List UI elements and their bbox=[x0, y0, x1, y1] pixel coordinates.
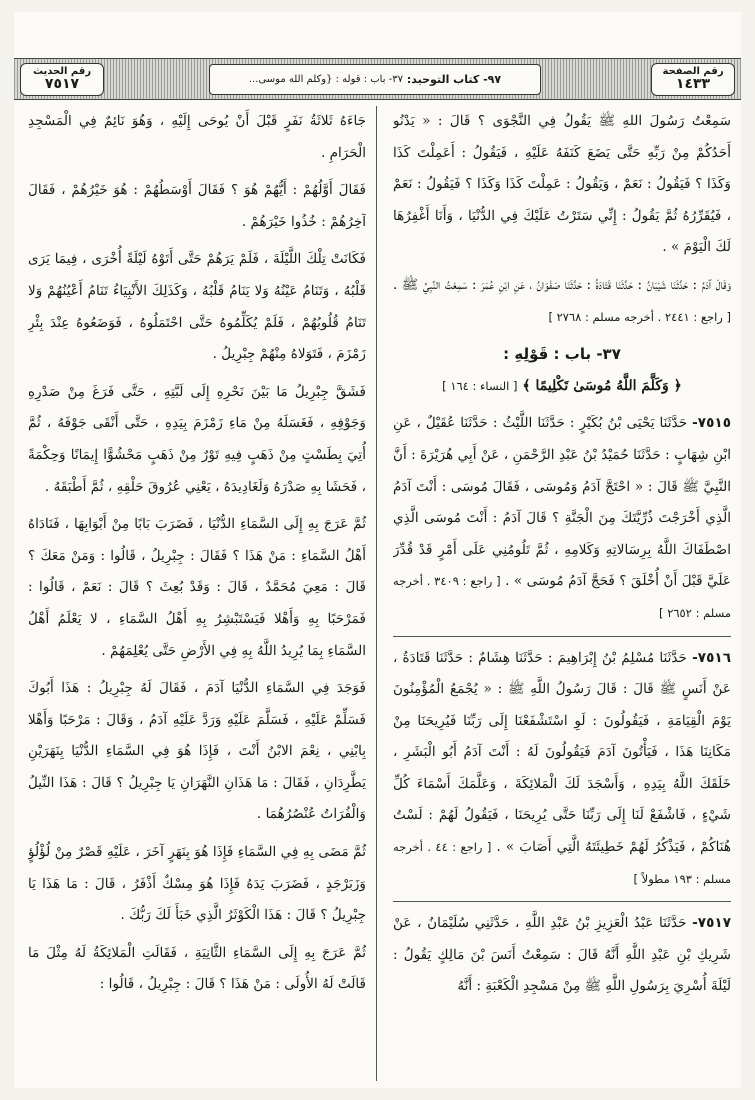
left-column bbox=[28, 106, 366, 1081]
page-number-label: رقم الصفحة bbox=[662, 66, 724, 78]
divider bbox=[393, 636, 731, 637]
hadith-7517 bbox=[393, 908, 731, 1003]
page-number: ١٤٣٣ bbox=[675, 76, 711, 93]
narration-text: وَقَالَ آدَمُ : حَدَّثَنَا شَيْبَانُ : حَدَّثَنَا قَتَادَةُ : حَدَّثَنَا صَفْوَانُ ، عَنِ ابْنِ عُمَرَ : سَمِعْتُ النَّبِيَّ ﷺ . bbox=[393, 276, 731, 293]
hadith-number: ٧٥١٧- bbox=[692, 915, 731, 932]
paragraph: ثُمَّ عَرَجَ بِهِ إِلَى السَّمَاءِ الدُّنْيَا ، فَضَرَبَ بَابًا مِنْ أَبْوَابِهَا ، فَنَادَاهُ أَهْلُ السَّمَاءِ : مَنْ هَذَا ؟ فَقَالَ : جِبْرِيلُ ، قَالُوا : وَمَنْ مَعَكَ ؟ قَالَ : مَعِيَ مُحَمَّدٌ ، قَالَ : وَقَدْ بُعِثَ ؟ قَالَ : نَعَمْ ، قَالُوا : فَمَرْحَبًا بِهِ وَأَهْلا فَيَسْتَبْشِرُ بِهِ أَهْلُ السَّمَاءِ ، لا يَعْلَمُ أَهْلُ السَّمَاءِ بِمَا يُرِيدُ اللَّهُ بِهِ فِي الأَرْضِ حَتَّى يُعْلِمَهُمْ . bbox=[28, 516, 366, 659]
running-title bbox=[209, 64, 541, 95]
paragraph: ثُمَّ مَضَى بِهِ فِي السَّمَاءِ فَإِذَا هُوَ بِنَهَرٍ آخَرَ ، عَلَيْهِ قَصْرٌ مِنْ لُؤْلُؤٍ وَزَبَرْجَدٍ ، فَضَرَبَ يَدَهُ فَإِذَا هُوَ مِسْكٌ أَذْفَرُ ، قَالَ : مَا هَذَا يَا جِبْرِيلُ ؟ قَالَ : هَذَا الْكَوْثَرُ الَّذِي خَبَأَ لَكَ رَبُّكَ . bbox=[28, 844, 366, 924]
page-header bbox=[14, 58, 741, 100]
chapter-reference: ٣٧- باب : قوله : {وكلم الله موسى... bbox=[248, 74, 404, 85]
hadith-text: حَدَّثَنَا يَحْيَى بْنُ بُكَيْرٍ : حَدَّثَنَا اللَّيْثُ : حَدَّثَنَا عُقَيْلٌ ، عَنِ ابْنِ شِهَابٍ : حَدَّثَنَا حُمَيْدُ بْنُ عَبْدِ الرَّحْمَنِ ، عَنْ أَبِي هُرَيْرَةَ : أَنَّ النَّبِيَّ ﷺ قَالَ : « احْتَجَّ آدَمُ وَمُوسَى ، فَقَالَ مُوسَى : أَنْتَ آدَمُ الَّذِي أَخْرَجْتَ ذُرِّيَّتَكَ مِنَ الْجَنَّةِ ؟ قَالَ آدَمُ : أَنْتَ مُوسَى الَّذِي اصْطَفَاكَ اللَّهُ بِرِسَالاتِهِ وَكَلامِهِ ، ثُمَّ تَلُومُنِي عَلَى أَمْرٍ قَدْ قُدِّرَ عَلَيَّ قَبْلَ أَنْ أُخْلَقَ ؟ فَحَجَّ آدَمُ مُوسَى » . bbox=[393, 415, 731, 590]
hadith-number: ٧٥١٦- bbox=[692, 649, 731, 666]
paragraph: فَكَانَتْ تِلْكَ اللَّيْلَةَ ، فَلَمْ يَرَهُمْ حَتَّى أَتَوْهُ لَيْلَةً أُخْرَى ، فِيمَا يَرَى قَلْبُهُ ، وَتَنَامُ عَيْنُهُ وَلا يَنَامُ قَلْبُهُ ، وَكَذَلِكَ الأَنْبِيَاءُ تَنَامُ أَعْيُنُهُمْ وَلا تَنَامُ قُلُوبُهُمْ ، فَلَمْ يُكَلِّمُوهُ حَتَّى احْتَمَلُوهُ ، فَوَضَعُوهُ عِنْدَ بِئْرِ زَمْزَمَ ، فَتَوَلاهُ مِنْهُمْ جِبْرِيلُ . bbox=[28, 251, 366, 363]
book-title: ٩٧- كتاب التوحيد: bbox=[406, 73, 502, 86]
paragraph: فَوَجَدَ فِي السَّمَاءِ الدُّنْيَا آدَمَ ، فَقَالَ لَهُ جِبْرِيلُ : هَذَا أَبُوكَ فَسَلِّمْ عَلَيْهِ ، فَسَلَّمَ عَلَيْهِ وَرَدَّ عَلَيْهِ آدَمُ ، وَقَالَ : مَرْحَبًا وَأَهْلا بِابْنِي ، نِعْمَ الابْنُ أَنْتَ ، فَإِذَا هُوَ فِي السَّمَاءِ الدُّنْيَا بِنَهَرَيْنِ يَطَّرِدَانِ ، فَقَالَ : مَا هَذَانِ النَّهَرَانِ يَا جِبْرِيلُ ؟ قَالَ : هَذَا النِّيلُ وَالْفُرَاتُ عُنْصُرُهُمَا . bbox=[28, 680, 366, 823]
paragraph bbox=[393, 270, 731, 333]
cross-reference: [ راجع : ٢٤٤١ . أخرجه مسلم : ٢٧٦٨ ] bbox=[548, 309, 731, 324]
hadith-number-box bbox=[20, 63, 104, 96]
verse-reference: [ النساء : ١٦٤ ] bbox=[442, 378, 518, 393]
hadith-text: حَدَّثَنَا عَبْدُ الْعَزِيزِ بْنُ عَبْدِ اللَّهِ ، حَدَّثَنِي سُلَيْمَانُ ، عَنْ شَرِيكِ بْنِ عَبْدِ اللَّهِ أَنَّهُ قَالَ : سَمِعْتُ أَنَسَ بْنَ مَالِكٍ يَقُولُ : لَيْلَةَ أُسْرِيَ بِرَسُولِ اللَّهِ ﷺ مِنْ مَسْجِدِ الْكَعْبَةِ : أَنَّهُ bbox=[393, 915, 731, 995]
hadith-number: ٧٥١٥- bbox=[692, 415, 731, 432]
cross-reference: [ راجع : ٣٤٠٩ . أخرجه مسلم : ٢٦٥٢ ] bbox=[393, 574, 731, 620]
cross-reference: [ راجع : ٤٤ . أخرجه مسلم : ١٩٣ مطولاً ] bbox=[393, 840, 731, 886]
hadith-number: ٧٥١٧ bbox=[44, 76, 80, 93]
paragraph: ثُمَّ عَرَجَ بِهِ إِلَى السَّمَاءِ الثَّانِيَةِ ، فَقَالَتِ الْمَلائِكَةُ لَهُ مِثْلَ مَا قَالَتْ لَهُ الأُولَى : مَنْ هَذَا ؟ قَالَ : جِبْرِيلُ ، قَالُوا : bbox=[28, 944, 366, 993]
chapter-heading: ٣٧- باب : قَوْلِهِ : bbox=[503, 345, 621, 364]
page-number-box bbox=[651, 63, 735, 96]
divider bbox=[393, 901, 731, 902]
page bbox=[14, 12, 741, 1088]
hadith-text: حَدَّثَنَا مُسْلِمُ بْنُ إِبْرَاهِيمَ : حَدَّثَنَا هِشَامٌ : حَدَّثَنَا قَتَادَةُ ، عَنْ أَنَسٍ ﷺ قَالَ : قَالَ رَسُولُ اللَّهِ ﷺ : « يُجْمَعُ الْمُؤْمِنُونَ يَوْمَ الْقِيَامَةِ ، فَيَقُولُونَ : لَوِ اسْتَشْفَعْنَا إِلَى رَبِّنَا فَيُرِيحَنَا مِنْ مَكَانِنَا هَذَا ، فَيَأْتُونَ آدَمَ فَيَقُولُونَ لَهُ : أَنْتَ آدَمُ أَبُو الْبَشَرِ ، خَلَقَكَ اللَّهُ بِيَدِهِ ، وَأَسْجَدَ لَكَ الْمَلائِكَةَ ، وَعَلَّمَكَ أَسْمَاءَ كُلِّ شَيْءٍ ، فَاشْفَعْ لَنَا إِلَى رَبِّنَا حَتَّى يُرِيحَنَا ، فَيَقُولُ لَهُمْ : لَسْتُ هُنَاكُمْ ، فَيَذْكُرُ لَهُمْ خَطِيئَتَهُ الَّتِي أَصَابَ » . bbox=[393, 649, 731, 856]
right-column bbox=[393, 106, 731, 1081]
paragraph: سَمِعْتُ رَسُولَ اللهِ ﷺ يَقُولُ فِي النَّجْوَى ؟ قَالَ : « يَدْنُو أَحَدُكُمْ مِنْ رَبِّهِ حَتَّى يَضَعَ كَنَفَهُ عَلَيْهِ ، فَيَقُولُ : أَعَمِلْتَ كَذَا وَكَذَا ؟ فَيَقُولُ : نَعَمْ ، وَيَقُولُ : عَمِلْتَ كَذَا وَكَذَا ؟ فَيَقُولُ : نَعَمْ ، فَيُقَرِّرُهُ ثُمَّ يَقُولُ : إِنِّي سَتَرْتُ عَلَيْكَ فِي الدُّنْيَا ، وَأَنَا أَغْفِرُهَا لَكَ الْيَوْمَ » . bbox=[393, 113, 731, 256]
paragraph: فَقَالَ أَوَّلُهُمْ : أَيُّهُمْ هُوَ ؟ فَقَالَ أَوْسَطُهُمْ : هُوَ خَيْرُهُمْ ، فَقَالَ آخِرُهُمْ : خُذُوا خَيْرَهُمْ . bbox=[28, 182, 366, 230]
hadith-7515 bbox=[393, 408, 731, 629]
hadith-7516 bbox=[393, 643, 731, 896]
verse-text: ﴿ وَكَلَّمَ اللَّهُ مُوسَىٰ تَكْلِيمًا ﴾ bbox=[522, 377, 682, 394]
quran-verse bbox=[393, 371, 731, 403]
paragraph: جَاءَهُ ثَلاثَةُ نَفَرٍ قَبْلَ أَنْ يُوحَى إِلَيْهِ ، وَهُوَ نَائِمٌ فِي الْمَسْجِدِ الْحَرَامِ . bbox=[28, 113, 366, 161]
column-divider bbox=[376, 106, 377, 1081]
paragraph: فَشَقَّ جِبْرِيلُ مَا بَيْنَ نَحْرِهِ إِلَى لَبَّتِهِ ، حَتَّى فَرَغَ مِنْ صَدْرِهِ وَجَوْفِهِ ، فَغَسَلَهُ مِنْ مَاءِ زَمْزَمَ بِيَدِهِ ، حَتَّى أَنْقَى جَوْفَهُ ، ثُمَّ أُتِيَ بِطَسْتٍ مِنْ ذَهَبٍ فِيهِ تَوْرٌ مِنْ ذَهَبٍ مَحْشُوًّا إِيمَانًا وَحِكْمَةً ، فَحَشَا بِهِ صَدْرَهُ وَلَغَادِيدَهُ ، يَعْنِي عُرُوقَ حَلْقِهِ ، ثُمَّ أَطْبَقَهُ . bbox=[28, 383, 366, 495]
hadith-number-label: رقم الحديث bbox=[32, 66, 92, 78]
